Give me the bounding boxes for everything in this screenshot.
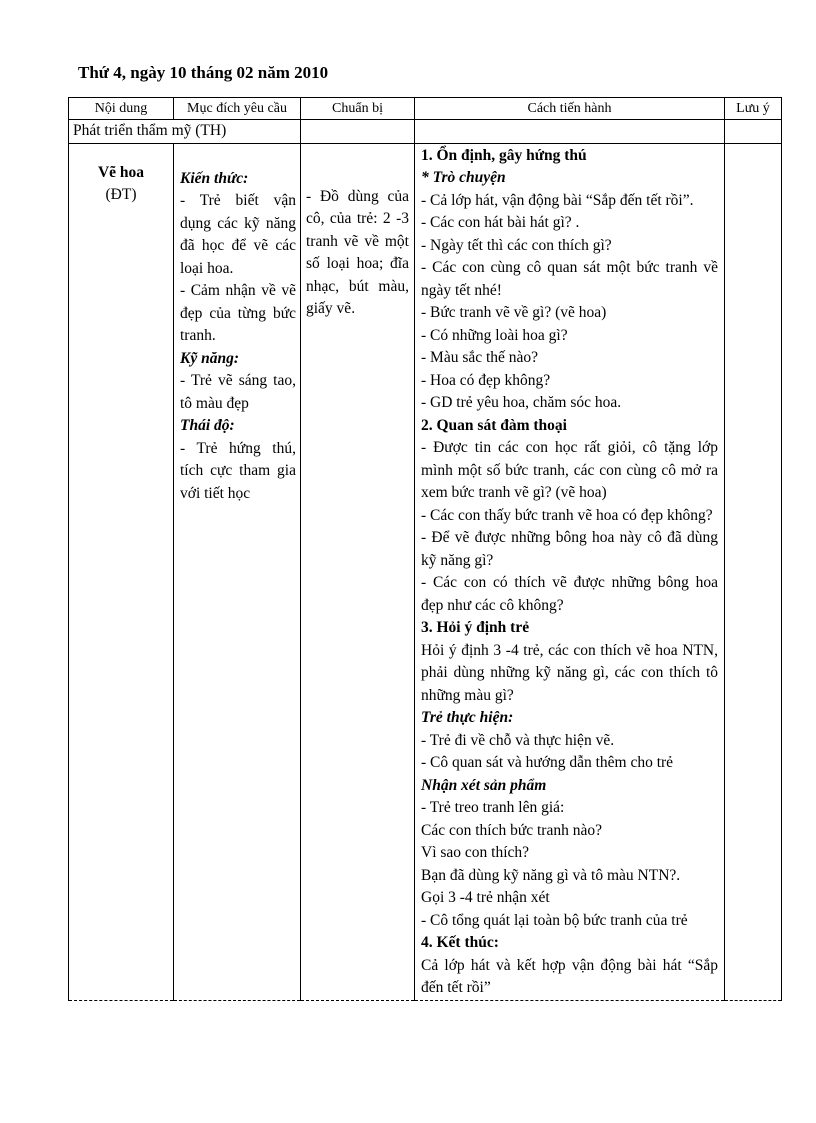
notes-cell [725,143,782,1000]
procedure-heading: 4. Kết thúc: [421,934,499,951]
lesson-plan-table [68,97,782,1001]
preparation-text: - Đồ dùng của cô, của trẻ: 2 -3 tranh vẽ về một số loại hoa; đĩa nhạc, bút màu, giấy vẽ. [306,187,409,317]
skills-heading: Kỹ năng: [180,349,239,367]
procedure-line: - Cả lớp hát, vận động bài “Sắp đến tết rồi”. [421,191,694,209]
procedure-heading: 1. Ổn định, gây hứng thú [421,146,587,164]
procedure-heading: Nhận xét sản phẩm [421,776,547,794]
objectives-cell [174,143,301,1000]
procedure-line: Vì sao con thích? [421,844,530,861]
procedure-line: - Ngày tết thì các con thích gì? [421,236,612,254]
page-title: Thứ 4, ngày 10 tháng 02 năm 2010 [78,63,329,82]
header-procedure: Cách tiến hành [415,98,725,120]
subject-row [69,120,782,144]
procedure-heading: * Trò chuyện [421,169,506,186]
procedure-line: - Hoa có đẹp không? [421,371,551,389]
procedure-line: Hỏi ý định 3 -4 trẻ, các con thích vẽ hoa NTN, phải dùng những kỹ năng gì, các con thích tô những màu gì? [421,641,718,704]
procedure-line: - Có những loài hoa gì? [421,326,568,344]
activity-name: Vẽ hoa [97,163,145,181]
procedure-line: - Các con cùng cô quan sát một bức tranh về ngày tết nhé! [421,259,718,299]
procedure-line: Gọi 3 -4 trẻ nhận xét [421,889,550,906]
procedure-line: - Các con có thích vẽ được những bông hoa đẹp như các cô không? [421,574,718,614]
procedure-line: - Cô quan sát và hướng dẫn thêm cho trẻ [421,754,674,771]
procedure-heading: 2. Quan sát đàm thoại [421,416,567,434]
attitude-text: - Trẻ hứng thú, tích cực tham gia với tiết học [180,439,296,502]
procedure-line: - Cô tổng quát lại toàn bộ bức tranh của trẻ [421,911,688,929]
procedure-line: - Các con hát bài hát gì? . [421,214,580,231]
procedure-heading: Trẻ thực hiện: [421,709,514,726]
procedure-line: Bạn đã dùng kỹ năng gì và tô màu NTN?. [421,866,681,884]
preparation-cell [301,143,415,1000]
procedure-line: - Để vẽ được những bông hoa này cô đã dùng kỹ năng gì? [421,529,718,569]
table-header-row [69,98,782,120]
procedure-line: - GD trẻ yêu hoa, chăm sóc hoa. [421,394,622,411]
activity-cell [69,143,174,1000]
procedure-heading: 3. Hỏi ý định trẻ [421,619,530,636]
procedure-line: - Bức tranh vẽ về gì? (vẽ hoa) [421,304,607,321]
header-objectives: Mục đích yêu cầu [174,98,301,120]
procedure-line: - Các con thấy bức tranh vẽ hoa có đẹp không? [421,506,713,524]
knowledge-heading: Kiến thức: [180,169,249,187]
subject-area: Phát triển thẩm mỹ (TH) [69,120,301,144]
header-notes: Lưu ý [725,98,782,120]
procedure-line: - Màu sắc thế nào? [421,349,539,366]
procedure-cell [415,143,725,1000]
procedure-list [421,145,718,1000]
attitude-heading: Thái độ: [180,417,235,434]
activity-type: (ĐT) [105,186,137,203]
skills-text: - Trẻ vẽ sáng tao, tô màu đẹp [180,372,296,412]
knowledge-text: - Trẻ biết vận dụng các kỹ năng đã học để vẽ các loại hoa. [180,192,296,277]
procedure-line: - Được tin các con học rất giỏi, cô tặng lớp mình một số bức tranh, các con cùng cô mở ra xem bức tranh vẽ gì? (vẽ hoa) [421,439,718,501]
header-preparation: Chuẩn bị [301,98,415,120]
table-row [69,143,782,1000]
procedure-line: Cả lớp hát và kết hợp vận động bài hát “Sắp đến tết rồi” [421,956,718,996]
procedure-line: - Trẻ đi về chỗ và thực hiện vẽ. [421,731,615,749]
procedure-line: Các con thích bức tranh nào? [421,821,602,839]
header-content: Nội dung [69,98,174,120]
procedure-line: - Trẻ treo tranh lên giá: [421,799,565,816]
knowledge-text-2: - Cảm nhận về vẽ đẹp của từng bức tranh. [180,282,296,344]
